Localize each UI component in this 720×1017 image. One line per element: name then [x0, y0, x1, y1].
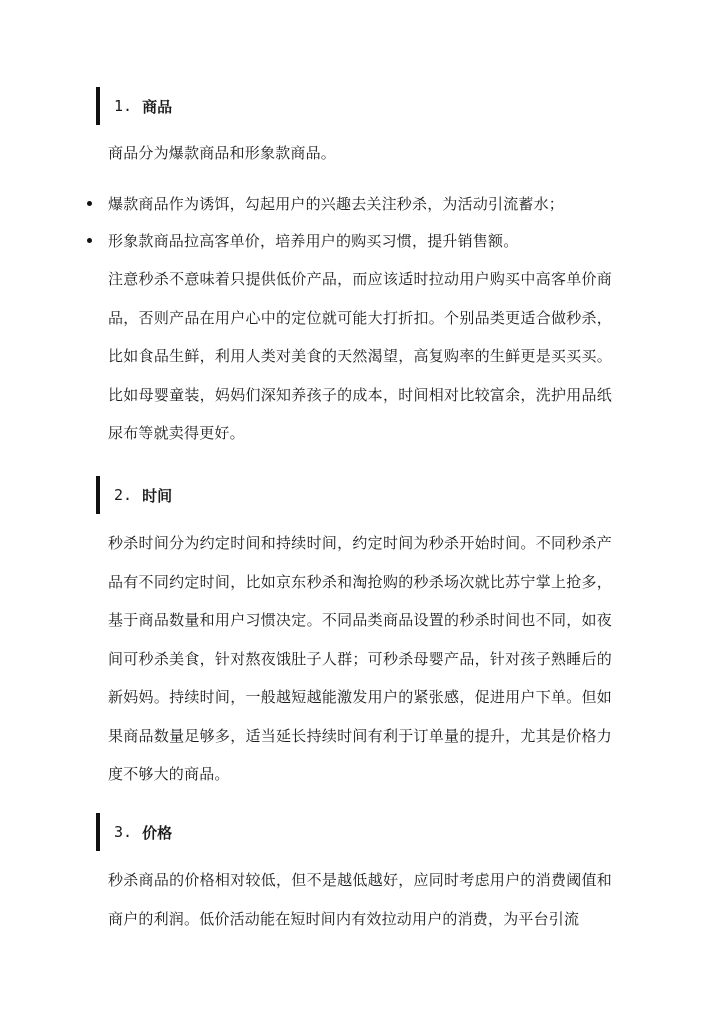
section-heading-price — [96, 813, 172, 851]
section-heading-goods — [96, 87, 172, 125]
list-item — [108, 223, 628, 260]
section-body: 秒杀商品的价格相对较低，但不是越低越好，应同时考虑用户的消费阈值和商户的利润。低价活动能在短时间内有效拉动用户的消费，为平台引流 — [108, 871, 612, 928]
list-item-text: 爆款商品作为诱饵，勾起用户的兴趣去关注秒杀，为活动引流蓄水； — [108, 195, 565, 213]
bullet-icon — [87, 238, 92, 243]
bullet-list — [108, 186, 628, 260]
section-body: 秒杀时间分为约定时间和持续时间，约定时间为秒杀开始时间。不同秒杀产品有不同约定时间，比如京东秒杀和淘抢购的秒杀场次就比苏宁掌上抢多，基于商品数量和用户习惯决定。不同品类商品设置的秒杀时间也不同，如夜间可秒杀美食，针对熬夜饿肚子人群；可秒杀母婴产品，针对孩子熟睡后的新妈妈。持续时间，一般越短越能激发用户的紧张感，促进用户下单。但如果商品数量足够多，适当延长持续时间有利于订单量的提升，尤其是价格力度不够大的商品。 — [108, 534, 612, 783]
section-number: 2. — [114, 486, 133, 504]
section-heading-time — [96, 476, 172, 514]
section-number: 1. — [114, 97, 133, 115]
bullet-icon — [87, 201, 92, 206]
section-intro: 商品分为爆款商品和形象款商品。 — [108, 144, 337, 162]
section-title: 时间 — [142, 486, 173, 505]
section-title: 商品 — [142, 97, 173, 116]
list-item-text: 形象款商品拉高客单价，培养用户的购买习惯，提升销售额。 — [108, 232, 519, 250]
section-body: 注意秒杀不意味着只提供低价产品，而应该适时拉动用户购买中高客单价商品，否则产品在用户心中的定位就可能大打折扣。个别品类更适合做秒杀，比如食品生鲜，利用人类对美食的天然渴望，高复购率的生鲜更是买买买。比如母婴童装，妈妈们深知养孩子的成本，时间相对比较富余，洗护用品纸尿布等就卖得更好。 — [108, 270, 612, 442]
list-item — [108, 186, 628, 223]
section-title: 价格 — [142, 823, 173, 842]
section-number: 3. — [114, 823, 133, 841]
